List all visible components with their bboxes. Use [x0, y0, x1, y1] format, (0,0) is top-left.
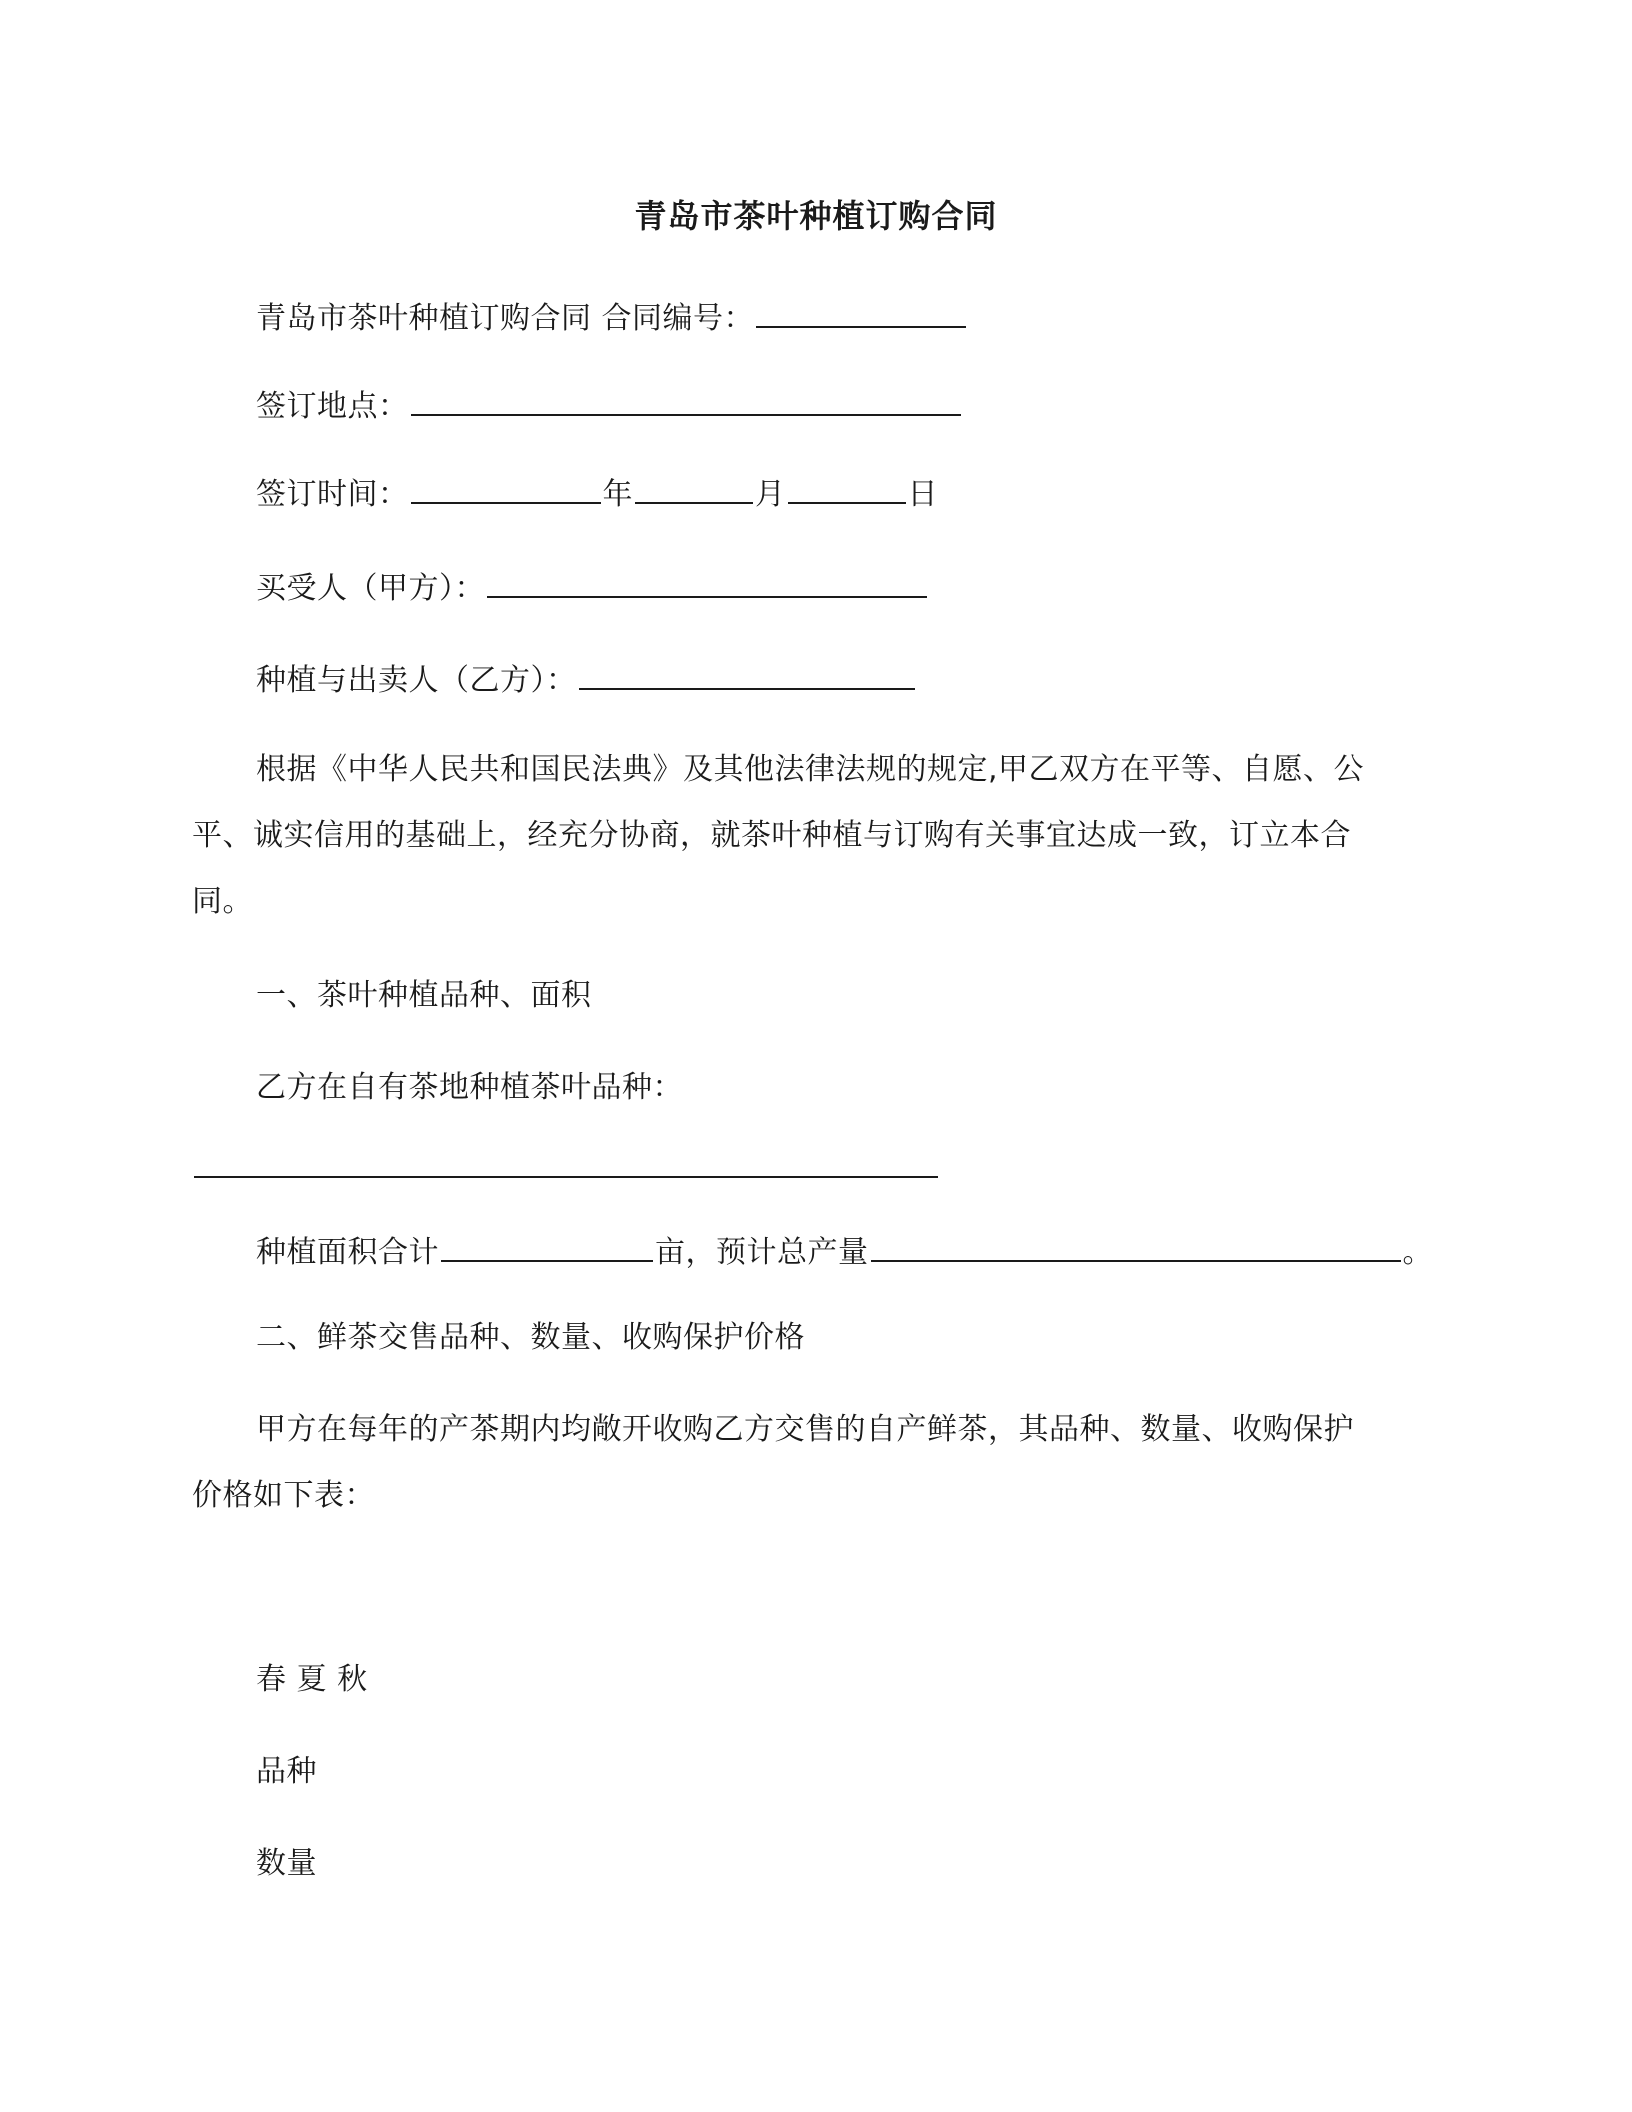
- preamble-line-1: 根据《中华人民共和国民法典》及其他法律法规的规定,甲乙双方在平等、自愿、公: [256, 752, 1365, 787]
- sign-place-label: 签订地点：: [256, 389, 409, 424]
- section-2-line-2: 价格如下表：: [192, 1478, 375, 1513]
- party-b-line: [256, 660, 917, 701]
- table-variety: 品种: [256, 1754, 317, 1789]
- month-blank[interactable]: [635, 474, 753, 504]
- sign-place-line: [256, 386, 963, 427]
- area-end: 。: [1402, 1235, 1433, 1270]
- document-title: 青岛市茶叶种植订购合同: [634, 197, 998, 235]
- contract-number-line: [256, 298, 968, 339]
- area-unit: 亩，预计总产量: [655, 1235, 869, 1270]
- section-2-line-1: 甲方在每年的产茶期内均敞开收购乙方交售的自产鲜茶，其品种、数量、收购保护: [256, 1412, 1354, 1447]
- yield-blank[interactable]: [871, 1232, 1401, 1262]
- party-a-line: [256, 568, 929, 609]
- party-a-blank[interactable]: [487, 568, 927, 598]
- preamble-line-2: 平、诚实信用的基础上，经充分协商，就茶叶种植与订购有关事宜达成一致，订立本合: [192, 818, 1351, 853]
- year-blank[interactable]: [411, 474, 601, 504]
- year-label: 年: [602, 477, 633, 512]
- party-a-label: 买受人（甲方）：: [256, 571, 485, 606]
- table-quantity: 数量: [256, 1846, 317, 1881]
- party-b-blank[interactable]: [579, 660, 915, 690]
- area-line: [256, 1232, 1433, 1273]
- preamble-line-3: 同。: [192, 884, 253, 919]
- table-seasons: 春 夏 秋: [256, 1662, 368, 1697]
- area-blank[interactable]: [441, 1232, 653, 1262]
- contract-number-label: 青岛市茶叶种植订购合同 合同编号：: [256, 301, 755, 336]
- contract-number-blank[interactable]: [756, 298, 966, 328]
- section-1-text: 乙方在自有茶地种植茶叶品种：: [256, 1070, 683, 1105]
- area-label: 种植面积合计: [256, 1235, 439, 1270]
- sign-time-line: [256, 474, 938, 515]
- party-b-label: 种植与出卖人（乙方）：: [256, 663, 577, 698]
- section-1-heading: 一、茶叶种植品种、面积: [256, 978, 592, 1013]
- sign-place-blank[interactable]: [411, 386, 961, 416]
- sign-time-label: 签订时间：: [256, 477, 409, 512]
- month-label: 月: [755, 477, 786, 512]
- tea-variety-blank[interactable]: [194, 1176, 938, 1178]
- day-label: 日: [907, 477, 938, 512]
- section-2-heading: 二、鲜茶交售品种、数量、收购保护价格: [256, 1320, 805, 1355]
- day-blank[interactable]: [788, 474, 906, 504]
